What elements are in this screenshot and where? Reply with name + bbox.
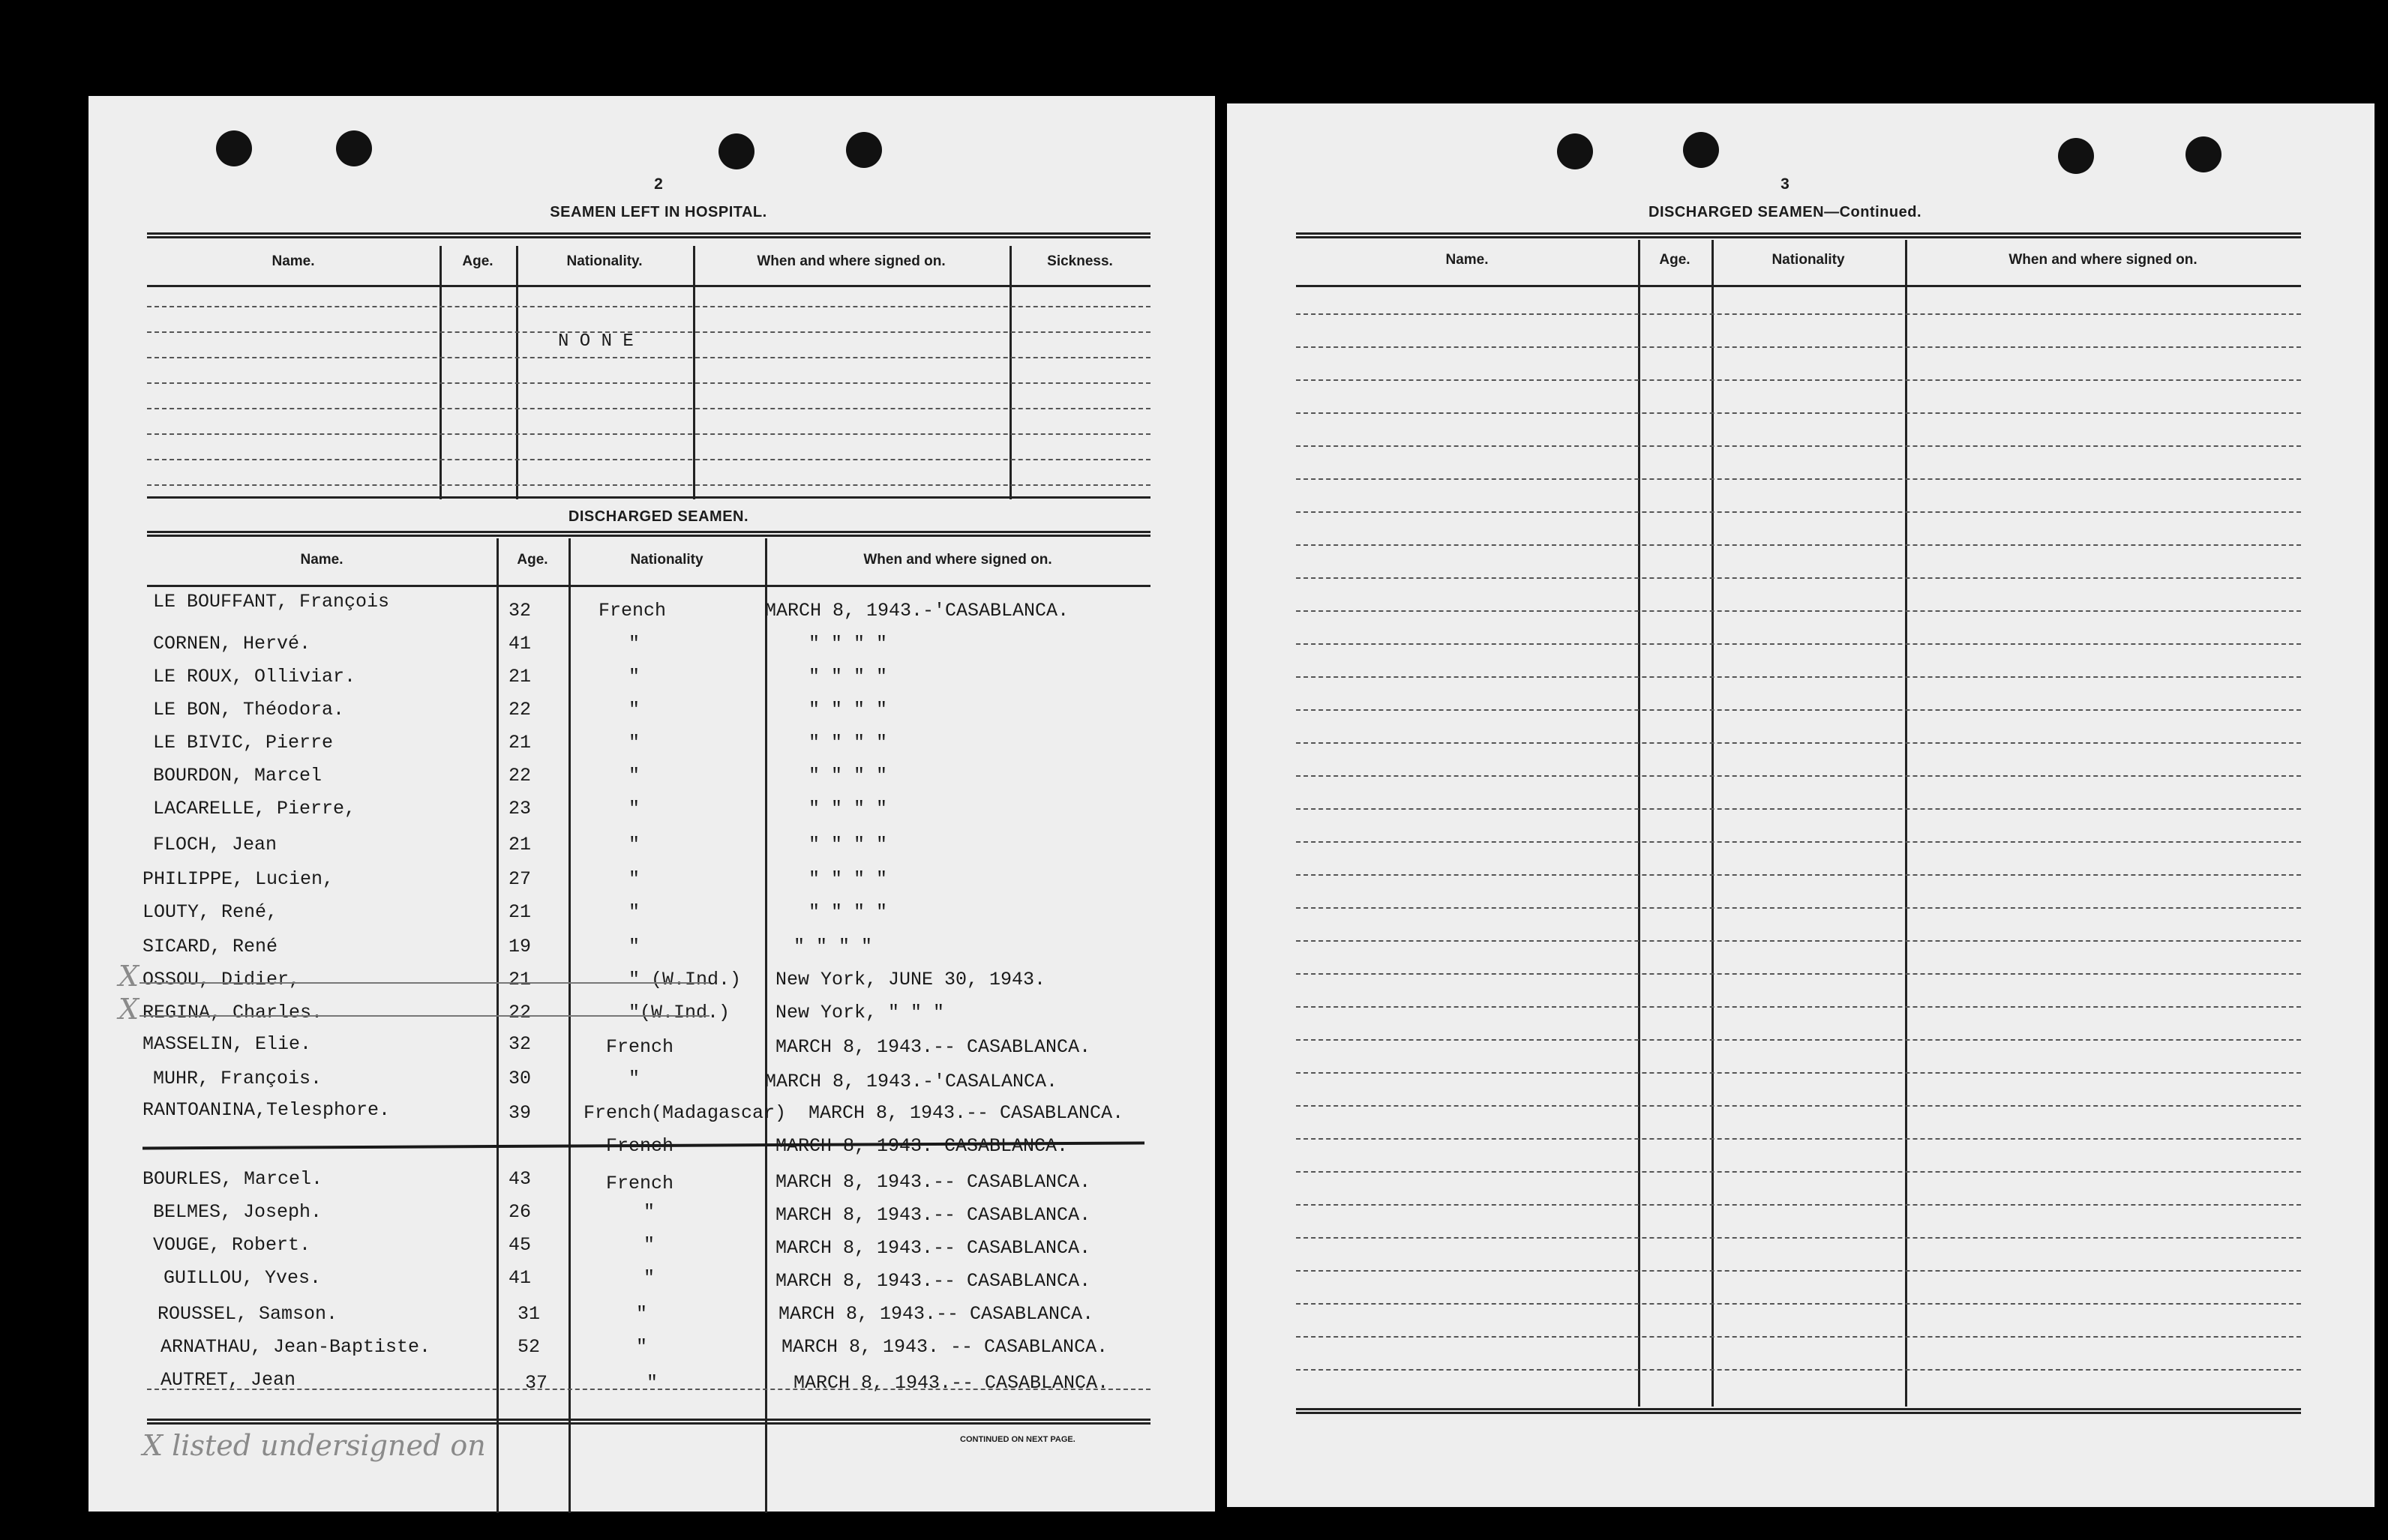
dotted-rule — [1296, 1138, 2301, 1140]
table-row-age: 41 — [508, 1267, 532, 1289]
table-row-age: 21 — [508, 969, 532, 990]
table-row-nationality: " — [636, 1303, 648, 1325]
dotted-rule — [1296, 1369, 2301, 1371]
handwritten-note: X listed undersigned on — [142, 1429, 486, 1462]
dotted-rule — [147, 459, 1150, 460]
rule — [147, 1419, 1150, 1425]
table-row-nationality: French — [598, 600, 667, 622]
discharged-header-nationality: Nationality — [630, 552, 704, 568]
table-row-nationality: " — [628, 666, 640, 688]
table-row-age: 22 — [508, 699, 532, 721]
table-row-name: ARNATHAU, Jean-Baptiste. — [160, 1336, 431, 1358]
table-row-age: 22 — [508, 765, 532, 786]
hospital-section-title: SEAMEN LEFT IN HOSPITAL. — [550, 204, 767, 220]
dotted-rule — [1296, 1006, 2301, 1008]
table-row-nationality: French — [606, 1135, 674, 1157]
dotted-rule — [1296, 577, 2301, 579]
table-row-age: 32 — [508, 600, 532, 622]
table-row-nationality: " — [644, 1234, 656, 1256]
table-row-name: LE ROUX, Olliviar. — [153, 666, 356, 688]
table-row-name: LE BIVIC, Pierre — [153, 732, 334, 754]
table-row-nationality: " — [628, 868, 640, 890]
dotted-rule — [1296, 412, 2301, 414]
punch-hole — [216, 130, 252, 166]
dotted-rule — [1296, 907, 2301, 909]
table-row-name: OSSOU, Didier, — [142, 969, 301, 990]
table-row-age: 30 — [508, 1068, 532, 1089]
table-row-name: MUHR, François. — [153, 1068, 322, 1089]
dotted-rule — [1296, 841, 2301, 843]
dotted-rule — [147, 331, 1150, 333]
column-divider — [1638, 240, 1640, 1407]
column-divider — [496, 538, 499, 1513]
column-divider — [440, 246, 442, 499]
dotted-rule — [1296, 808, 2301, 810]
column-divider — [765, 538, 767, 1513]
table-row-signed-on: " " " " — [808, 901, 888, 923]
punch-hole — [846, 132, 882, 168]
punch-hole — [1683, 132, 1719, 168]
table-row-name: SICARD, René — [142, 936, 278, 957]
dotted-rule — [1296, 1336, 2301, 1338]
handwritten-x-mark: X — [118, 960, 140, 993]
table-row-nationality: " (W.Ind.) — [628, 969, 742, 990]
dotted-rule — [1296, 544, 2301, 546]
dotted-rule — [147, 382, 1150, 384]
table-row-signed-on: " " " " — [808, 868, 888, 890]
continued-header-nationality: Nationality — [1772, 252, 1845, 268]
dotted-rule — [1296, 478, 2301, 480]
rule — [1296, 1408, 2301, 1414]
table-row-age: 45 — [508, 1234, 532, 1256]
dotted-rule — [1296, 973, 2301, 975]
table-row-nationality: " — [628, 901, 640, 923]
table-row-age: 21 — [508, 732, 532, 754]
dotted-rule — [147, 1389, 1150, 1390]
table-row-name: RANTOANINA,Telesphore. — [142, 1099, 391, 1121]
table-row-age: 39 — [508, 1102, 532, 1124]
table-row-nationality: " — [628, 936, 640, 957]
table-row-signed-on: MARCH 8, 1943.-- CASABLANCA. — [778, 1303, 1094, 1325]
dotted-rule — [1296, 1072, 2301, 1074]
table-row-age: 23 — [508, 798, 532, 819]
punch-hole — [2186, 136, 2222, 172]
table-row-age: 41 — [508, 633, 532, 655]
dotted-rule — [1296, 1270, 2301, 1272]
table-row-nationality: " — [628, 765, 640, 786]
table-row-nationality: " — [628, 699, 640, 721]
hospital-header-name: Name. — [272, 253, 315, 269]
handwritten-x-mark: X — [118, 993, 140, 1026]
continued-header-name: Name. — [1445, 252, 1489, 268]
dotted-rule — [1296, 445, 2301, 447]
table-row-name: LE BON, Théodora. — [153, 699, 345, 721]
table-row-signed-on: MARCH 8, 1943.-- CASABLANCA. — [808, 1102, 1124, 1124]
table-row-signed-on: " " " " — [808, 834, 888, 855]
punch-hole — [2058, 138, 2094, 174]
left-page — [88, 96, 1215, 1512]
dotted-rule — [147, 357, 1150, 358]
table-row-nationality: " — [628, 732, 640, 754]
dotted-rule — [1296, 379, 2301, 381]
column-divider — [1712, 240, 1714, 1407]
hospital-header-nationality: Nationality. — [566, 253, 643, 269]
column-divider — [1010, 246, 1012, 499]
table-row-name: CORNEN, Hervé. — [153, 633, 311, 655]
table-row-age: 22 — [508, 1002, 532, 1023]
column-divider — [1905, 240, 1907, 1407]
dotted-rule — [147, 484, 1150, 486]
rule — [147, 585, 1150, 587]
discharged-header-signed-on: When and where signed on. — [863, 552, 1052, 568]
table-row-name: ROUSSEL, Samson. — [158, 1303, 338, 1325]
table-row-signed-on: MARCH 8, 1943.-- CASABLANCA. — [776, 1171, 1091, 1193]
table-row-age: 43 — [508, 1168, 532, 1190]
table-row-nationality: French — [606, 1173, 674, 1194]
strike-through-line — [140, 982, 710, 984]
table-row-name: GUILLOU, Yves. — [164, 1267, 322, 1289]
table-row-age: 26 — [508, 1201, 532, 1223]
discharged-header-name: Name. — [300, 552, 344, 568]
table-row-name: VOUGE, Robert. — [153, 1234, 311, 1256]
table-row-name: LE BOUFFANT, François — [153, 591, 390, 613]
dotted-rule — [1296, 709, 2301, 711]
hospital-header-age: Age. — [462, 253, 494, 269]
table-row-nationality: " — [636, 1336, 648, 1358]
table-row-age: 31 — [518, 1303, 541, 1325]
strike-through-line — [140, 1015, 710, 1017]
table-row-name: BELMES, Joseph. — [153, 1201, 322, 1223]
table-row-age: 21 — [508, 834, 532, 855]
dotted-rule — [147, 408, 1150, 409]
table-row-signed-on: " " " " — [808, 765, 888, 786]
page-number: 3 — [1780, 175, 1790, 193]
dotted-rule — [1296, 1303, 2301, 1305]
table-row-signed-on: " " " " — [808, 633, 888, 655]
dotted-rule — [1296, 676, 2301, 678]
table-row-name: FLOCH, Jean — [153, 834, 278, 855]
dotted-rule — [1296, 1171, 2301, 1173]
table-row-name: BOURDON, Marcel — [153, 765, 322, 786]
table-row-nationality: French(Madagascar) — [584, 1102, 787, 1124]
dotted-rule — [1296, 346, 2301, 348]
table-row-age: 32 — [508, 1033, 532, 1055]
punch-hole — [718, 133, 754, 169]
table-row-name: AUTRET, Jean — [160, 1369, 296, 1391]
table-row-signed-on: MARCH 8, 1943. CASABLANCA. — [776, 1135, 1069, 1157]
hospital-header-sickness: Sickness. — [1047, 253, 1113, 269]
continued-footer: CONTINUED ON NEXT PAGE. — [960, 1435, 1076, 1444]
page-number: 2 — [654, 175, 663, 193]
rule — [147, 232, 1150, 238]
dotted-rule — [1296, 511, 2301, 513]
column-divider — [568, 538, 571, 1513]
dotted-rule — [147, 433, 1150, 435]
punch-hole — [1557, 133, 1593, 169]
table-row-nationality: French — [606, 1036, 674, 1058]
dotted-rule — [1296, 610, 2301, 612]
table-row-nationality: " — [646, 1372, 658, 1394]
table-row-signed-on: " " " " — [794, 936, 873, 957]
dotted-rule — [1296, 1204, 2301, 1206]
table-row-name: LOUTY, René, — [142, 901, 278, 923]
rule — [147, 285, 1150, 287]
table-row-name: REGINA, Charles. — [142, 1002, 323, 1023]
table-row-nationality: " — [628, 633, 640, 655]
continued-header-signed-on: When and where signed on. — [2008, 252, 2198, 268]
table-row-nationality: " — [644, 1267, 656, 1289]
table-row-age: 19 — [508, 936, 532, 957]
discharged-header-age: Age. — [517, 552, 548, 568]
dotted-rule — [1296, 1237, 2301, 1239]
table-row-signed-on: " " " " — [808, 666, 888, 688]
table-row-nationality: " — [628, 798, 640, 819]
table-row-nationality: "(W.Ind.) — [628, 1002, 730, 1023]
dotted-rule — [1296, 313, 2301, 315]
dotted-rule — [1296, 1105, 2301, 1107]
punch-hole — [336, 130, 372, 166]
rule — [147, 531, 1150, 537]
table-row-age: 37 — [525, 1372, 548, 1394]
dotted-rule — [1296, 1039, 2301, 1041]
table-row-nationality: " — [628, 834, 640, 855]
rule — [1296, 232, 2301, 238]
dotted-rule — [147, 306, 1150, 307]
table-row-signed-on: " " " " — [808, 798, 888, 819]
dotted-rule — [1296, 775, 2301, 777]
table-row-signed-on: " " " " — [808, 699, 888, 721]
column-divider — [693, 246, 695, 499]
table-row-signed-on: MARCH 8, 1943.-- CASABLANCA. — [776, 1204, 1091, 1226]
table-row-signed-on: MARCH 8, 1943.-'CASALANCA. — [765, 1071, 1058, 1092]
hospital-header-signed-on: When and where signed on. — [757, 253, 946, 269]
dotted-rule — [1296, 742, 2301, 744]
table-row-age: 27 — [508, 868, 532, 890]
right-page — [1227, 103, 2374, 1507]
hospital-none-entry: N O N E — [558, 331, 634, 352]
table-row-age: 21 — [508, 666, 532, 688]
table-row-nationality: " — [644, 1201, 656, 1223]
continued-header-age: Age. — [1659, 252, 1690, 268]
column-divider — [516, 246, 518, 499]
dotted-rule — [1296, 874, 2301, 876]
table-row-signed-on: New York, JUNE 30, 1943. — [776, 969, 1046, 990]
table-row-name: LACARELLE, Pierre, — [153, 798, 356, 819]
table-row-signed-on: MARCH 8, 1943.-- CASABLANCA. — [794, 1372, 1109, 1394]
table-row-age: 21 — [508, 901, 532, 923]
table-row-name: BOURLES, Marcel. — [142, 1168, 323, 1190]
rule — [147, 496, 1150, 499]
rule — [1296, 285, 2301, 287]
discharged-section-title: DISCHARGED SEAMEN. — [568, 508, 749, 525]
table-row-signed-on: MARCH 8, 1943.-- CASABLANCA. — [776, 1237, 1091, 1259]
table-row-name: MASSELIN, Elie. — [142, 1033, 312, 1055]
table-row-age: 52 — [518, 1336, 541, 1358]
table-row-signed-on: MARCH 8, 1943.-- CASABLANCA. — [776, 1036, 1091, 1058]
table-row-signed-on: " " " " — [808, 732, 888, 754]
table-row-signed-on: MARCH 8, 1943.-'CASABLANCA. — [765, 600, 1070, 622]
table-row-signed-on: MARCH 8, 1943. -- CASABLANCA. — [782, 1336, 1108, 1358]
table-row-signed-on: MARCH 8, 1943.-- CASABLANCA. — [776, 1270, 1091, 1292]
table-row-nationality: " — [628, 1068, 640, 1089]
dotted-rule — [1296, 940, 2301, 942]
table-row-name: PHILIPPE, Lucien, — [142, 868, 334, 890]
table-row-signed-on: New York, " " " — [776, 1002, 945, 1023]
discharged-continued-title: DISCHARGED SEAMEN—Continued. — [1648, 204, 1922, 220]
dotted-rule — [1296, 643, 2301, 645]
